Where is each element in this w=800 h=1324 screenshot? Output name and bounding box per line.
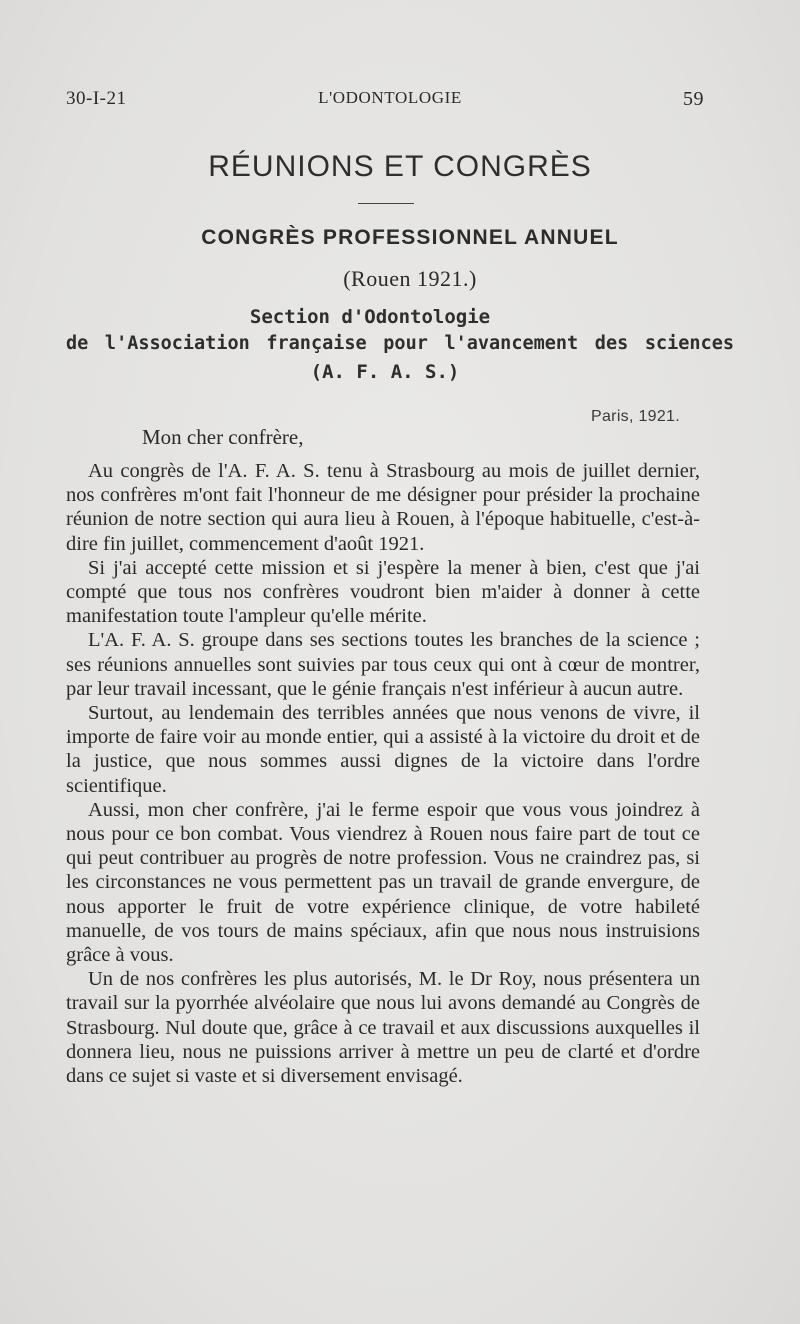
section-title: RÉUNIONS ET CONGRÈS [208, 150, 592, 183]
paragraph: Au congrès de l'A. F. A. S. tenu à Strasbourg au mois de juillet dernier, nos confrères m'ont fait l'honneur de me désigner pour présider la prochaine réunion de notre section qui aura lieu à Rouen, à l'époque habituelle, c'est-à-dire fin juillet, commencement d'août 1921. [66, 460, 700, 555]
journal-name: L'ODONTOLOGIE [318, 88, 462, 107]
section-name: Section d'Odontologie [249, 306, 491, 328]
letter-body [66, 459, 700, 1088]
association-abbreviation: (A. F. A. S.) [310, 361, 460, 383]
congress-place: (Rouen 1921.) [343, 266, 477, 291]
congress-title: CONGRÈS PROFESSIONNEL ANNUEL [201, 226, 619, 249]
paragraph: Si j'ai accepté cette mission et si j'espère la mener à bien, c'est que j'ai compté que tous nos confrères voudront bien m'aider à donner à cette manifestation toute l'ampleur qu'elle mérite. [66, 556, 700, 628]
letter-date: Paris, 1921. [591, 408, 680, 425]
paragraph: Un de nos confrères les plus autorisés, M. le Dr Roy, nous présentera un travail sur la pyorrhée alvéolaire que nous lui avons demandé au Congrès de Strasbourg. Nul doute que, grâce à ce travail et aux discussions auxquelles il donnera lieu, nous ne puissions arriver à mettre un peu de clarté et d'ordre dans ce sujet si vaste et si diversement envisagé. [66, 968, 700, 1088]
issue-date: 30-I-21 [66, 88, 127, 109]
running-header [66, 88, 704, 116]
page-number: 59 [683, 88, 704, 110]
association-name: de l'Association française pour l'avancement des sciences [66, 333, 734, 354]
title-divider [358, 203, 414, 204]
letter-salutation: Mon cher confrère, [142, 425, 304, 449]
paragraph: Surtout, au lendemain des terribles années que nous venons de vivre, il importe de faire voir au monde entier, qui a assisté à la victoire du droit et de la justice, que nous sommes aussi dignes de la victoire dans l'ordre scientifique. [66, 702, 700, 797]
paragraph: L'A. F. A. S. groupe dans ses sections toutes les branches de la science ; ses réunions annuelles sont suivies par tous ceux qui ont à cœur de montrer, par leur travail incessant, que le génie français n'est inférieur à aucun autre. [66, 629, 700, 700]
paragraph: Aussi, mon cher confrère, j'ai le ferme espoir que vous vous joindrez à nous pour ce bon combat. Vous viendrez à Rouen nous faire part de tout ce qui peut contribuer au progrès de notre profession. Vous ne craindrez pas, si les circonstances ne vous permettent pas un travail de grande envergure, de nous apporter le fruit de votre expérience clinique, de votre habileté manuelle, de vos tours de mains spéciaux, afin que nous nous instruisions grâce à vous. [66, 798, 700, 967]
